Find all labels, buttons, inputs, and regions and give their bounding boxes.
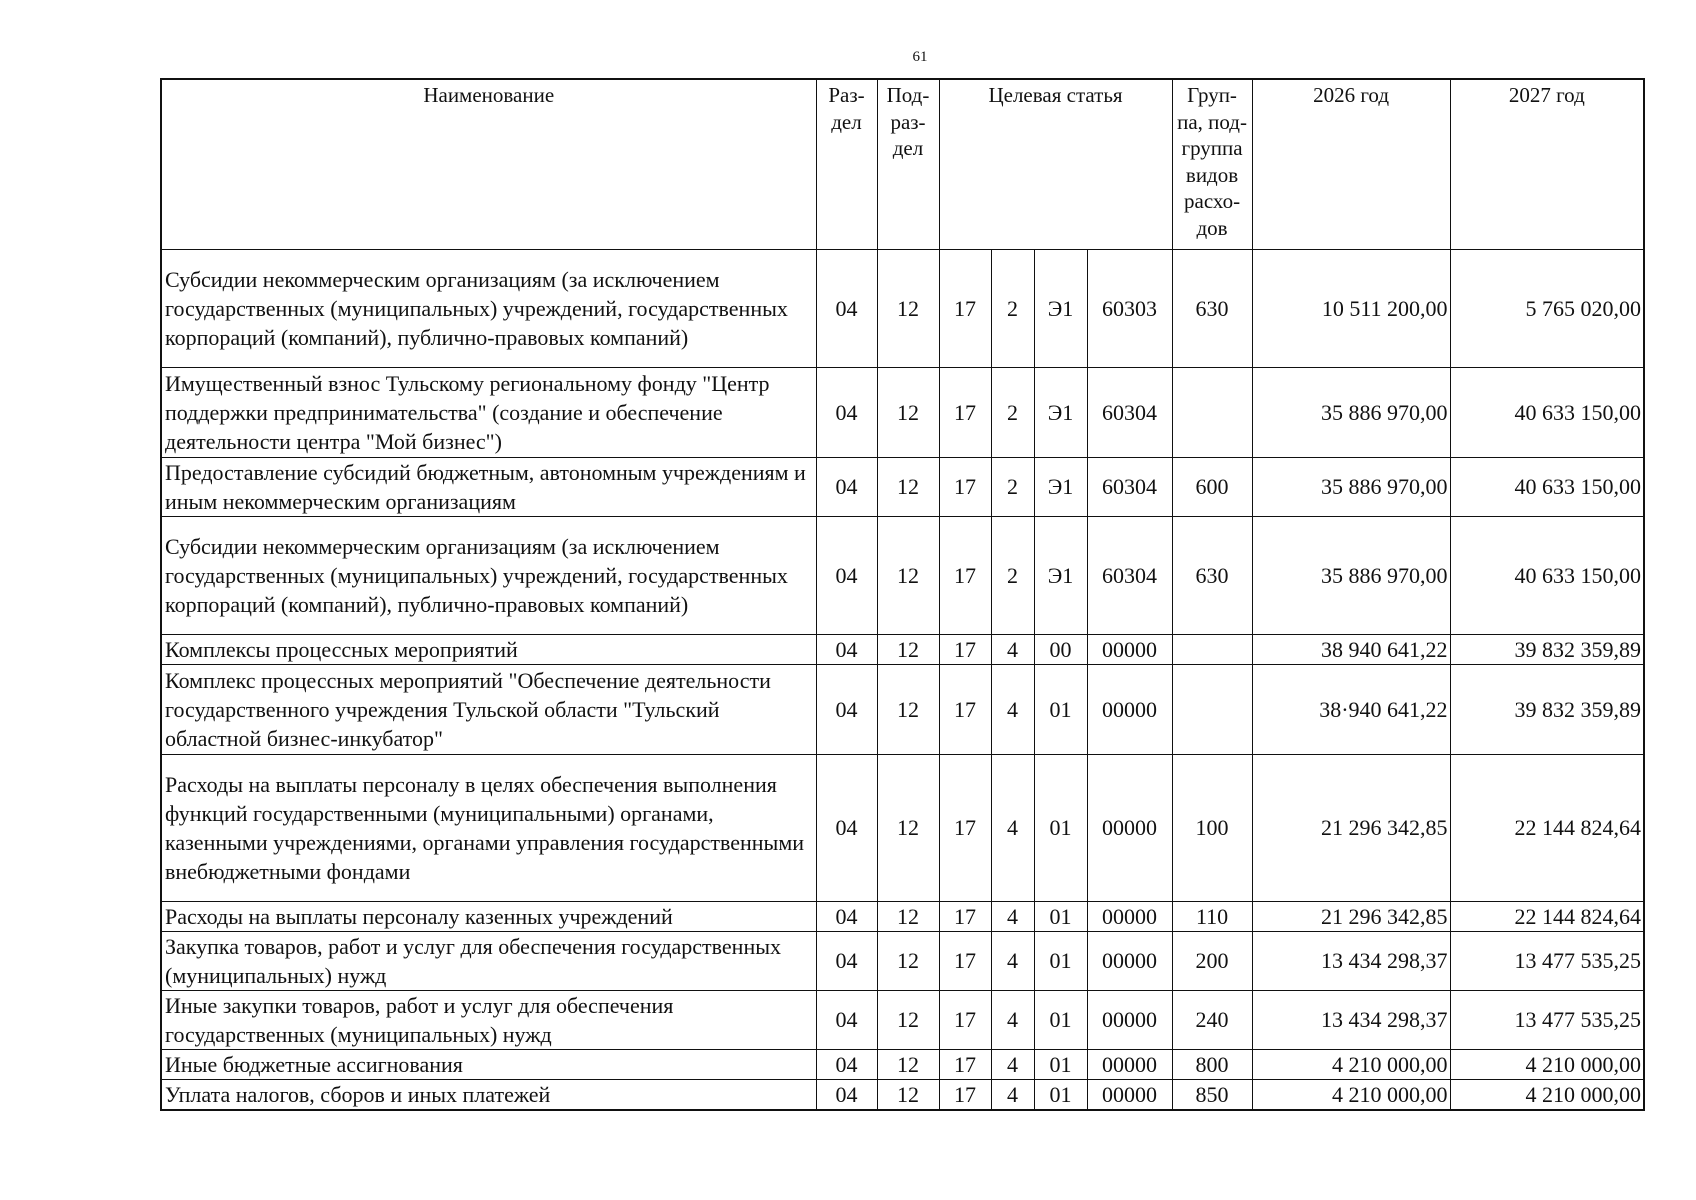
row-name: Комплексы процессных мероприятий: [161, 634, 816, 664]
row-amount-2026: 21 296 342,85: [1252, 901, 1450, 931]
row-target-program: 17: [939, 457, 991, 516]
row-target-direction: 60304: [1087, 457, 1172, 516]
row-target-program: 17: [939, 664, 991, 754]
table-row: [161, 754, 1644, 901]
row-target-direction: 00000: [1087, 990, 1172, 1049]
row-target-program: 17: [939, 634, 991, 664]
row-name: Комплекс процессных мероприятий "Обеспечение деятельности государственного учреждения Тульской области "Тульский областной бизнес-инкубатор": [161, 664, 816, 754]
row-target-project: 01: [1034, 754, 1087, 901]
row-amount-2027: 4 210 000,00: [1450, 1049, 1644, 1079]
header-row: [161, 79, 1644, 249]
table-row: [161, 367, 1644, 457]
row-expense-group: [1172, 367, 1252, 457]
row-amount-2026: 35 886 970,00: [1252, 516, 1450, 634]
row-amount-2026: 4 210 000,00: [1252, 1049, 1450, 1079]
row-target-program: 17: [939, 1079, 991, 1110]
row-razdel: 04: [816, 990, 877, 1049]
row-podrazdel: 12: [877, 367, 939, 457]
row-razdel: 04: [816, 754, 877, 901]
row-target-type: 2: [991, 516, 1034, 634]
row-expense-group: 100: [1172, 754, 1252, 901]
row-amount-2026: 4 210 000,00: [1252, 1079, 1450, 1110]
row-podrazdel: 12: [877, 457, 939, 516]
row-amount-2026: 35 886 970,00: [1252, 457, 1450, 516]
row-target-type: 2: [991, 457, 1034, 516]
table-row: [161, 931, 1644, 990]
row-target-direction: 60304: [1087, 516, 1172, 634]
row-expense-group: 200: [1172, 931, 1252, 990]
row-target-direction: 00000: [1087, 634, 1172, 664]
row-target-project: 01: [1034, 664, 1087, 754]
row-target-direction: 60304: [1087, 367, 1172, 457]
row-target-direction: 60303: [1087, 249, 1172, 367]
row-target-project: Э1: [1034, 516, 1087, 634]
row-amount-2027: 39 832 359,89: [1450, 634, 1644, 664]
row-target-direction: 00000: [1087, 1049, 1172, 1079]
table-row: [161, 1079, 1644, 1110]
row-name: Имущественный взнос Тульскому региональному фонду "Центр поддержки предпринимательства" (создание и обеспечение деятельности центра "Мой бизнес"): [161, 367, 816, 457]
row-target-type: 4: [991, 754, 1034, 901]
row-target-program: 17: [939, 754, 991, 901]
row-amount-2026: 38·940 641,22: [1252, 664, 1450, 754]
header-name: Наименование: [161, 79, 816, 249]
row-name: Уплата налогов, сборов и иных платежей: [161, 1079, 816, 1110]
row-expense-group: 630: [1172, 249, 1252, 367]
row-target-project: 01: [1034, 1049, 1087, 1079]
row-name: Предоставление субсидий бюджетным, автономным учреждениям и иным некоммерческим организациям: [161, 457, 816, 516]
row-amount-2026: 13 434 298,37: [1252, 931, 1450, 990]
row-amount-2027: 22 144 824,64: [1450, 901, 1644, 931]
header-year-2027: 2027 год: [1450, 79, 1644, 249]
row-target-direction: 00000: [1087, 1079, 1172, 1110]
row-amount-2026: 21 296 342,85: [1252, 754, 1450, 901]
row-target-type: 4: [991, 931, 1034, 990]
row-name: Субсидии некоммерческим организациям (за исключением государственных (муниципальных) учреждений, государственных корпораций (компаний), публично-правовых компаний): [161, 249, 816, 367]
row-target-type: 4: [991, 1049, 1034, 1079]
row-razdel: 04: [816, 457, 877, 516]
row-target-type: 2: [991, 367, 1034, 457]
row-target-program: 17: [939, 1049, 991, 1079]
row-razdel: 04: [816, 1049, 877, 1079]
row-amount-2027: 4 210 000,00: [1450, 1079, 1644, 1110]
row-razdel: 04: [816, 367, 877, 457]
row-target-direction: 00000: [1087, 664, 1172, 754]
row-expense-group: 240: [1172, 990, 1252, 1049]
row-target-type: 4: [991, 664, 1034, 754]
row-razdel: 04: [816, 931, 877, 990]
row-expense-group: [1172, 634, 1252, 664]
row-amount-2026: 13 434 298,37: [1252, 990, 1450, 1049]
row-name: Иные закупки товаров, работ и услуг для обеспечения государственных (муниципальных) нужд: [161, 990, 816, 1049]
table-row: [161, 664, 1644, 754]
table-row: [161, 901, 1644, 931]
table-row: [161, 990, 1644, 1049]
row-name: Расходы на выплаты персоналу казенных учреждений: [161, 901, 816, 931]
row-name: Расходы на выплаты персоналу в целях обеспечения выполнения функций государственными (муниципальными) органами, казенными учреждениями, органами управления государственными внебюджетными фондами: [161, 754, 816, 901]
row-amount-2027: 5 765 020,00: [1450, 249, 1644, 367]
row-razdel: 04: [816, 1079, 877, 1110]
row-amount-2027: 22 144 824,64: [1450, 754, 1644, 901]
row-target-program: 17: [939, 931, 991, 990]
row-name: Субсидии некоммерческим организациям (за исключением государственных (муниципальных) учреждений, государственных корпораций (компаний), публично-правовых компаний): [161, 516, 816, 634]
row-target-project: 01: [1034, 990, 1087, 1049]
row-target-program: 17: [939, 990, 991, 1049]
row-name: Закупка товаров, работ и услуг для обеспечения государственных (муниципальных) нужд: [161, 931, 816, 990]
header-razdel: Раз- дел: [816, 79, 877, 249]
row-expense-group: 800: [1172, 1049, 1252, 1079]
budget-table: [160, 78, 1645, 1111]
header-year-2026: 2026 год: [1252, 79, 1450, 249]
row-expense-group: [1172, 664, 1252, 754]
row-podrazdel: 12: [877, 634, 939, 664]
row-amount-2027: 40 633 150,00: [1450, 457, 1644, 516]
row-razdel: 04: [816, 249, 877, 367]
row-target-direction: 00000: [1087, 754, 1172, 901]
row-target-direction: 00000: [1087, 931, 1172, 990]
row-name: Иные бюджетные ассигнования: [161, 1049, 816, 1079]
row-razdel: 04: [816, 516, 877, 634]
row-expense-group: 110: [1172, 901, 1252, 931]
row-podrazdel: 12: [877, 931, 939, 990]
row-amount-2027: 40 633 150,00: [1450, 367, 1644, 457]
row-target-program: 17: [939, 901, 991, 931]
row-target-project: 01: [1034, 1079, 1087, 1110]
row-razdel: 04: [816, 901, 877, 931]
row-razdel: 04: [816, 664, 877, 754]
row-podrazdel: 12: [877, 516, 939, 634]
row-amount-2026: 35 886 970,00: [1252, 367, 1450, 457]
row-expense-group: 630: [1172, 516, 1252, 634]
row-target-type: 4: [991, 1079, 1034, 1110]
row-target-project: Э1: [1034, 249, 1087, 367]
row-target-type: 4: [991, 990, 1034, 1049]
table-row: [161, 457, 1644, 516]
row-target-type: 4: [991, 901, 1034, 931]
row-podrazdel: 12: [877, 1049, 939, 1079]
row-podrazdel: 12: [877, 664, 939, 754]
table-row: [161, 249, 1644, 367]
row-podrazdel: 12: [877, 249, 939, 367]
row-podrazdel: 12: [877, 990, 939, 1049]
row-amount-2027: 40 633 150,00: [1450, 516, 1644, 634]
row-target-program: 17: [939, 516, 991, 634]
row-razdel: 04: [816, 634, 877, 664]
row-expense-group: 600: [1172, 457, 1252, 516]
row-target-project: 00: [1034, 634, 1087, 664]
row-podrazdel: 12: [877, 901, 939, 931]
row-target-project: Э1: [1034, 457, 1087, 516]
row-amount-2027: 13 477 535,25: [1450, 990, 1644, 1049]
table-row: [161, 634, 1644, 664]
header-expense-group: Груп- па, под- группа видов расхо- дов: [1172, 79, 1252, 249]
row-target-project: Э1: [1034, 367, 1087, 457]
row-amount-2027: 13 477 535,25: [1450, 931, 1644, 990]
row-target-direction: 00000: [1087, 901, 1172, 931]
table-row: [161, 1049, 1644, 1079]
row-amount-2026: 38 940 641,22: [1252, 634, 1450, 664]
row-target-program: 17: [939, 367, 991, 457]
row-target-project: 01: [1034, 931, 1087, 990]
row-expense-group: 850: [1172, 1079, 1252, 1110]
row-amount-2026: 10 511 200,00: [1252, 249, 1450, 367]
page-number: 61: [912, 49, 928, 65]
row-target-type: 4: [991, 634, 1034, 664]
row-podrazdel: 12: [877, 754, 939, 901]
row-podrazdel: 12: [877, 1079, 939, 1110]
header-podrazdel: Под- раз- дел: [877, 79, 939, 249]
row-target-project: 01: [1034, 901, 1087, 931]
row-target-type: 2: [991, 249, 1034, 367]
row-target-program: 17: [939, 249, 991, 367]
table-row: [161, 516, 1644, 634]
header-target-article: Целевая статья: [939, 79, 1172, 249]
row-amount-2027: 39 832 359,89: [1450, 664, 1644, 754]
